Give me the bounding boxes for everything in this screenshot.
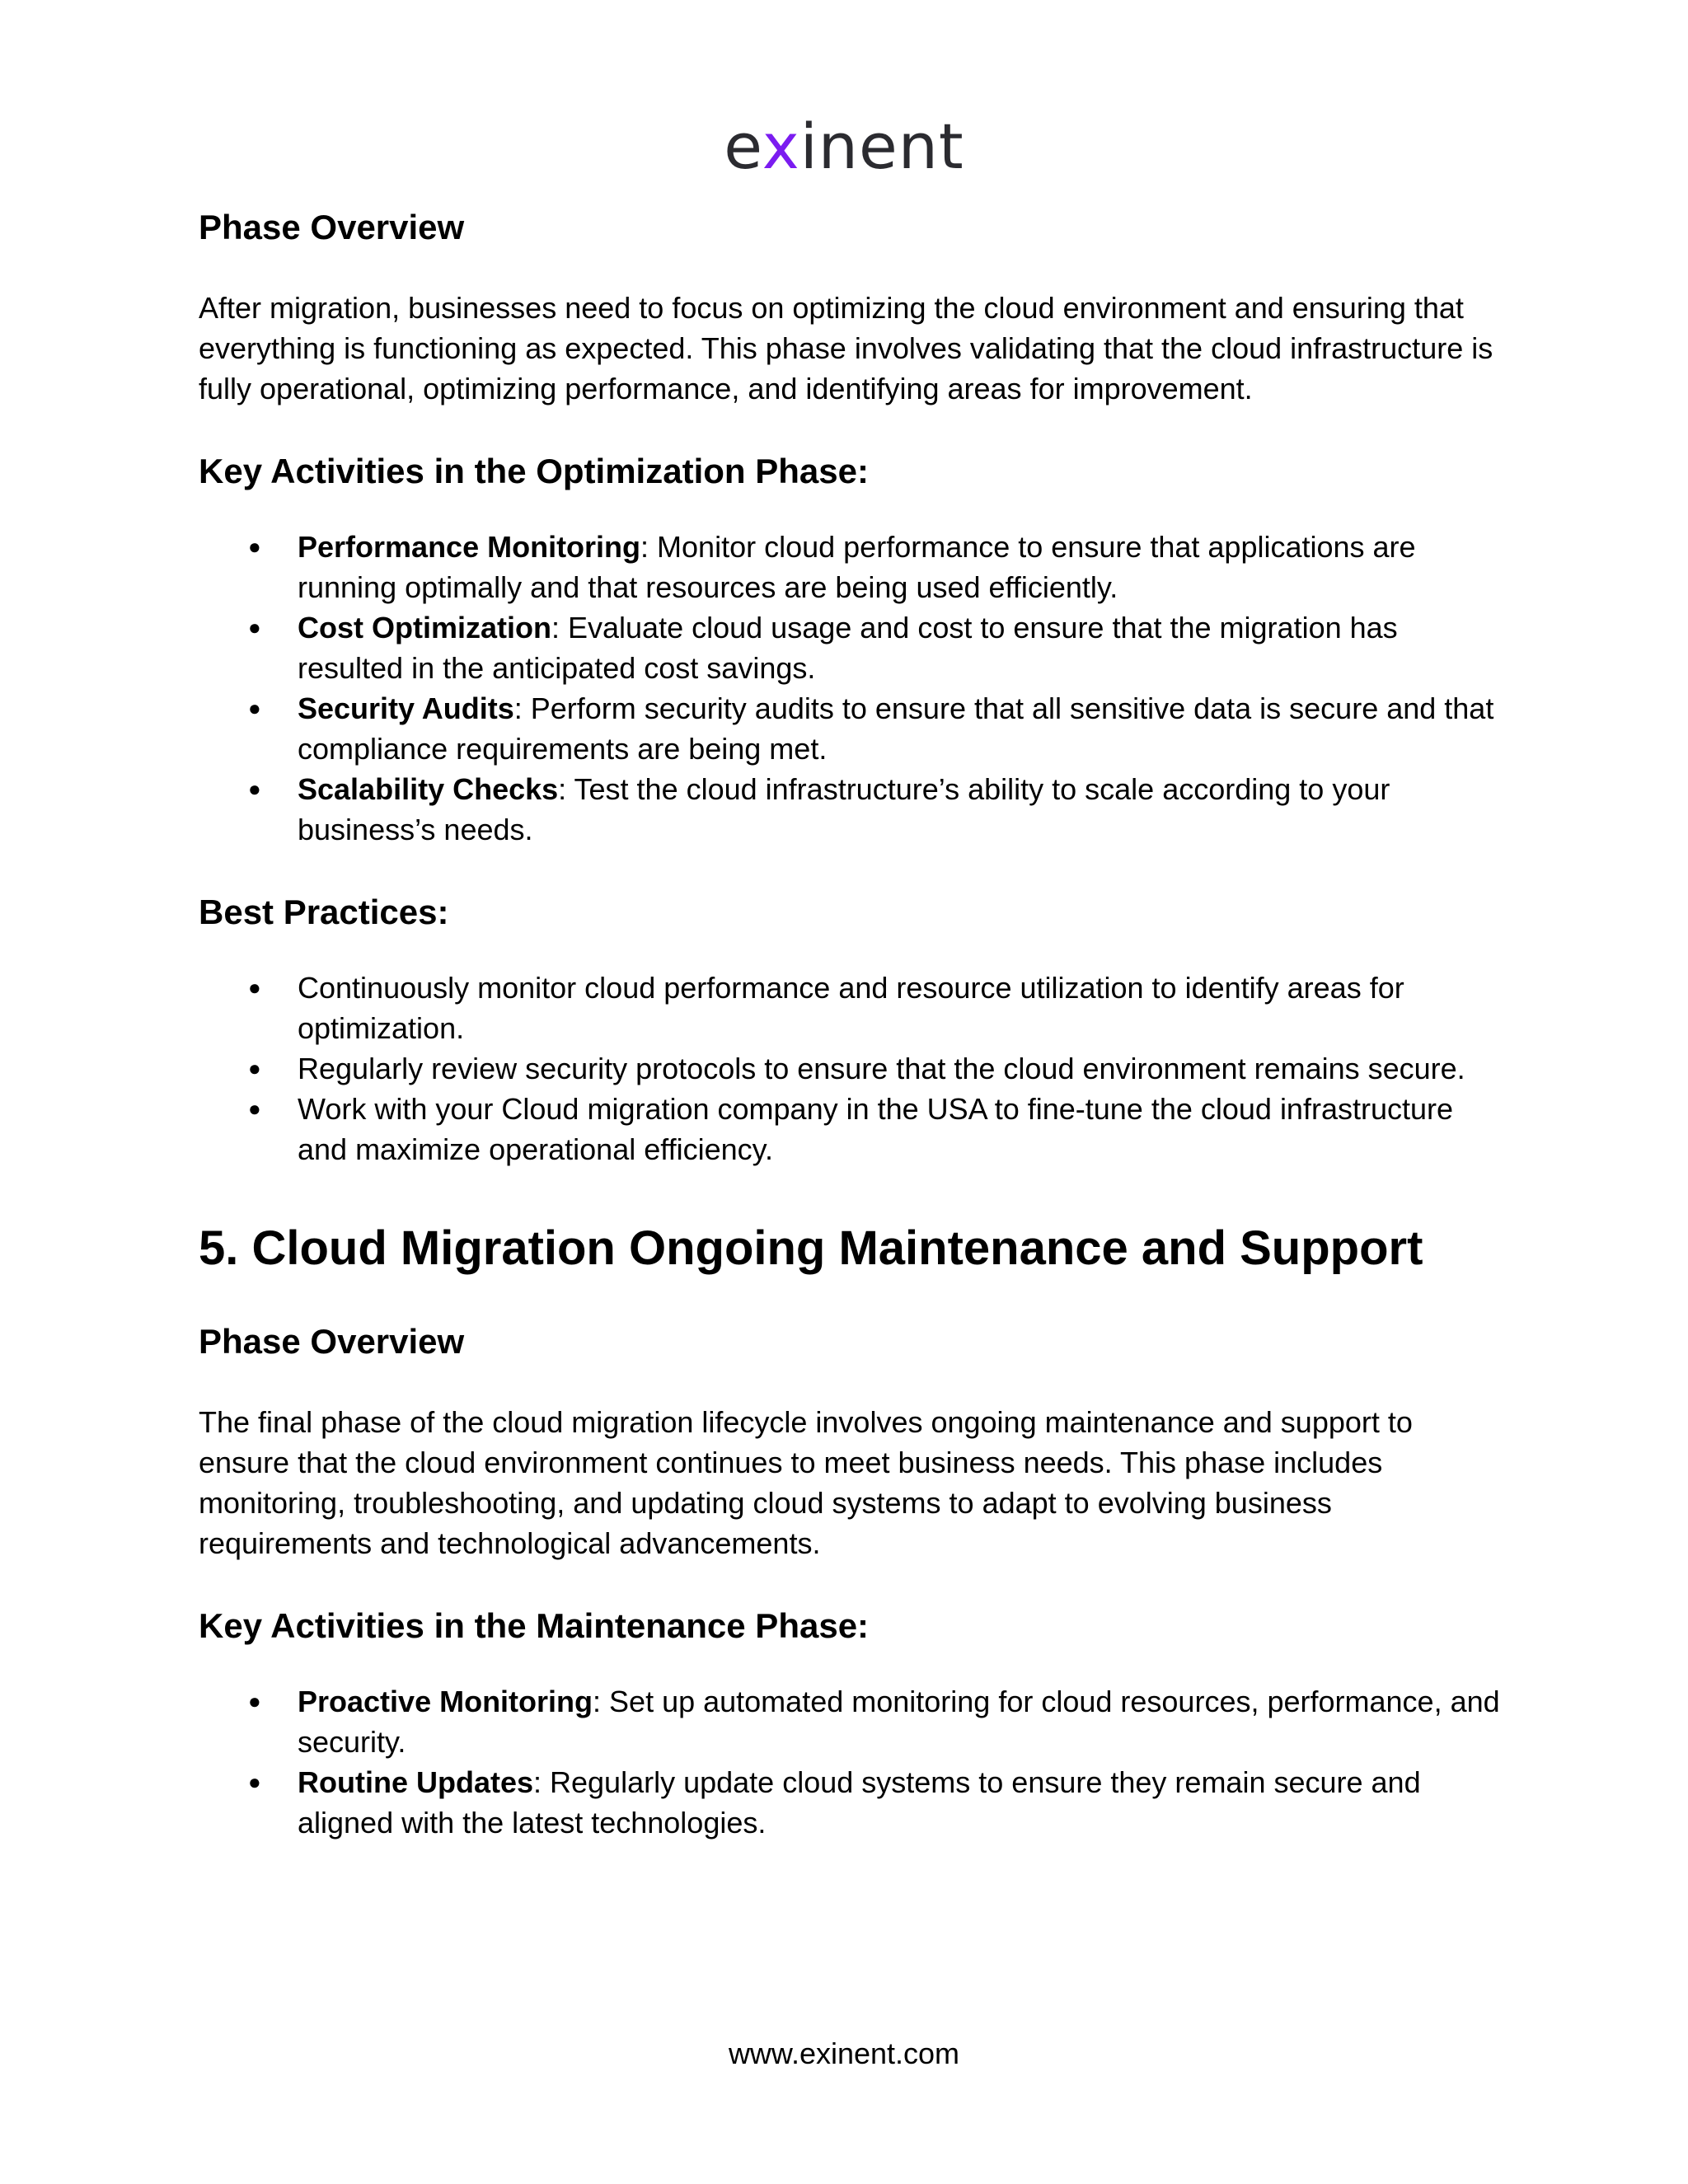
activity-term: Routine Updates [298, 1765, 534, 1799]
activity-term: Performance Monitoring [298, 530, 641, 564]
optimization-overview-heading: Phase Overview [199, 208, 465, 246]
list-item [199, 527, 1501, 607]
logo-accent: x [762, 110, 800, 183]
activity-desc: : Monitor cloud performance to ensure that applications are running optimally and that resources are being used efficiently. [298, 530, 1416, 604]
maintenance-overview-text: The final phase of the cloud migration lifecycle involves ongoing maintenance and support to ensure that the cloud environment continues to meet business needs. This phase includes monitoring, troubleshooting, and updating cloud systems to adapt to evolving business requirements and technological advancements. [199, 1405, 1413, 1560]
best-practices-heading: Best Practices: [199, 893, 449, 931]
activity-desc: : Test the cloud infrastructure’s ability to scale according to your business’s needs. [298, 772, 1390, 846]
list-item [199, 1681, 1501, 1762]
activity-desc: : Set up automated monitoring for cloud resources, performance, and security. [298, 1685, 1500, 1759]
maintenance-activities-heading: Key Activities in the Maintenance Phase: [199, 1606, 870, 1645]
activity-desc: : Regularly update cloud systems to ensure they remain secure and aligned with the latest technologies. [298, 1765, 1421, 1840]
activity-desc: : Evaluate cloud usage and cost to ensure that the migration has resulted in the anticipated cost savings. [298, 611, 1398, 685]
exinent-logo [0, 105, 1688, 188]
list-item: ● Work with your Cloud migration company in the USA to fine-tune the cloud infrastructure and maximize operational efficiency. [199, 1089, 1501, 1169]
list-item: ● Regularly review security protocols to ensure that the cloud environment remains secure. [199, 1048, 1501, 1089]
list-item: ● Continuously monitor cloud performance and resource utilization to identify areas for optimization. [199, 968, 1501, 1048]
logo-part1: e [724, 110, 762, 183]
list-item [199, 688, 1501, 769]
list-item [199, 607, 1501, 688]
list-item [199, 769, 1501, 850]
section-5-title: 5. Cloud Migration Ongoing Maintenance and Support [199, 1221, 1423, 1275]
activity-term: Security Audits [298, 691, 514, 725]
optimization-activities-heading: Key Activities in the Optimization Phase: [199, 452, 869, 490]
best-practices-list [199, 968, 1501, 1169]
activity-term: Cost Optimization [298, 611, 551, 644]
footer-url: www.exinent.com [728, 2036, 960, 2070]
activity-term: Proactive Monitoring [298, 1685, 593, 1718]
activity-term: Scalability Checks [298, 772, 559, 806]
logo-part2: inent [799, 110, 964, 183]
maintenance-activities-list [199, 1681, 1501, 1843]
page-content [199, 202, 1501, 1843]
list-item [199, 1762, 1501, 1843]
maintenance-overview-heading: Phase Overview [199, 1322, 465, 1361]
activity-desc: : Perform security audits to ensure that all sensitive data is secure and that compliance requirements are being met. [298, 691, 1494, 766]
optimization-activities-list [199, 527, 1501, 850]
optimization-overview-text: After migration, businesses need to focus on optimizing the cloud environment and ensuring that everything is functioning as expected. This phase involves validating that the cloud infrastructure is fully operational, optimizing performance, and identifying areas for improvement. [199, 291, 1493, 405]
